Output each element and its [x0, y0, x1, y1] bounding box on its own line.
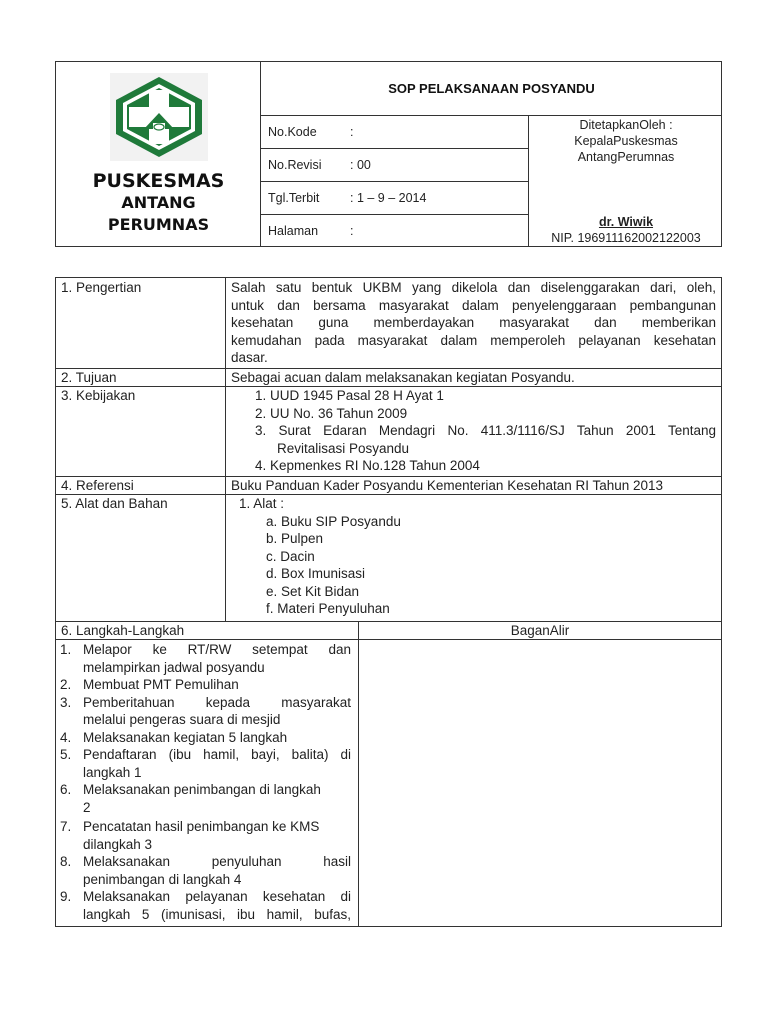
- step-5-line-2: langkah 1: [83, 764, 142, 780]
- kebijakan-item-4: 4. Kepmenkes RI No.128 Tahun 2004: [255, 458, 480, 473]
- step-9-line-2: langkah 5 (imunisasi, ibu hamil, bufas,: [83, 906, 351, 922]
- tujuan-label: 2. Tujuan: [61, 370, 117, 385]
- step-7-number: 7.: [60, 819, 72, 834]
- pengertian-line-1: Salah satu bentuk UKBM yang dikelola dan diselenggarakan dari, oleh,: [231, 280, 716, 295]
- langkah-label: 6. Langkah-Langkah: [61, 623, 185, 638]
- kebijakan-item-2: 2. UU No. 36 Tahun 2009: [255, 405, 408, 421]
- alat-bahan-label: 5. Alat dan Bahan: [61, 496, 168, 511]
- pengertian-line-3: kesehatan guna memberdayakan masyarakat dan memberikan: [231, 315, 716, 330]
- step-3-line-2: melalui pengeras suara di mesjid: [83, 712, 281, 727]
- pengertian-line-4: kemudahan pada masyarakat dalam memperoleh pelayanan kesehatan: [231, 332, 716, 348]
- alat-item-c: c. Dacin: [266, 548, 315, 564]
- step-5-number: 5.: [60, 747, 72, 762]
- step-3-number: 3.: [60, 694, 72, 710]
- field-label-kode: No.Kode: [268, 125, 317, 139]
- signer-name: dr. Wiwik: [598, 215, 654, 229]
- field-value-terbit: : 1 – 9 – 2014: [350, 191, 427, 205]
- step-4-number: 4.: [60, 729, 72, 745]
- step-3-line-1: Pemberitahuan kepada masyarakat: [83, 694, 351, 710]
- sop-title: SOP PELAKSANAAN POSYANDU: [388, 81, 595, 96]
- step-7-line-1: Pencatatan hasil penimbangan ke KMS: [83, 819, 320, 834]
- alat-item-b: b. Pulpen: [266, 531, 324, 546]
- step-4-line-1: Melaksanakan kegiatan 5 langkah: [83, 729, 288, 745]
- kebijakan-item-3-cont: Revitalisasi Posyandu: [277, 440, 410, 456]
- step-1-line-1: Melapor ke RT/RW setempat dan: [83, 642, 351, 657]
- kebijakan-item-1: 1. UUD 1945 Pasal 28 H Ayat 1: [255, 388, 444, 403]
- field-label-halaman: Halaman: [268, 224, 319, 238]
- pengertian-line-5: dasar.: [231, 350, 268, 365]
- step-1-line-2: melampirkan jadwal posyandu: [83, 659, 265, 675]
- step-5-line-1: Pendaftaran (ibu hamil, bayi, balita) di: [83, 747, 351, 762]
- alat-item-e: e. Set Kit Bidan: [266, 583, 360, 599]
- approval-line-2: KepalaPuskesmas: [574, 134, 678, 148]
- field-label-revisi: No.Revisi: [268, 158, 322, 172]
- step-6-line-1: Melaksanakan penimbangan di langkah: [83, 782, 321, 797]
- org-name-line-2: ANTANG: [121, 193, 196, 212]
- pengertian-line-2: untuk dan bersama masyarakat dalam penyelenggaraan pembangunan: [231, 297, 716, 313]
- org-name-line-1: PUSKESMAS: [92, 170, 225, 192]
- pengertian-label: 1. Pengertian: [61, 280, 142, 295]
- step-2-number: 2.: [60, 677, 72, 692]
- tujuan-text: Sebagai acuan dalam melaksanakan kegiatan Posyandu.: [231, 370, 575, 385]
- step-6-number: 6.: [60, 782, 72, 797]
- signer-nip: NIP. 196911162002122003: [551, 231, 701, 245]
- step-7-line-2: dilangkah 3: [83, 836, 153, 852]
- step-9-line-1: Melaksanakan pelayanan kesehatan di: [83, 889, 351, 904]
- bagan-alir-heading: BaganAlir: [510, 623, 570, 638]
- step-2-line-1: Membuat PMT Pemulihan: [83, 677, 239, 692]
- puskesmas-logo-icon: [110, 73, 208, 161]
- alat-item-a: a. Buku SIP Posyandu: [266, 513, 401, 529]
- step-8-line-2: penimbangan di langkah 4: [83, 871, 242, 887]
- step-1-number: 1.: [60, 642, 72, 657]
- step-8-line-1: Melaksanakan penyuluhan hasil: [83, 854, 351, 869]
- referensi-text: Buku Panduan Kader Posyandu Kementerian Kesehatan RI Tahun 2013: [231, 478, 664, 493]
- org-name-line-3: PERUMNAS: [107, 215, 210, 234]
- kebijakan-label: 3. Kebijakan: [61, 388, 136, 403]
- field-label-terbit: Tgl.Terbit: [268, 191, 320, 205]
- approval-line-3: AntangPerumnas: [577, 150, 675, 164]
- sop-content-table: [55, 277, 722, 927]
- step-8-number: 8.: [60, 854, 72, 869]
- referensi-label: 4. Referensi: [61, 478, 134, 493]
- field-value-kode: :: [350, 125, 354, 139]
- sop-header: [55, 61, 722, 247]
- field-value-halaman: :: [350, 224, 354, 238]
- alat-heading: 1. Alat :: [239, 496, 285, 511]
- alat-item-f: f. Materi Penyuluhan: [266, 601, 390, 616]
- kebijakan-item-3: 3. Surat Edaran Mendagri No. 411.3/1116/SJ Tahun 2001 Tentang: [255, 423, 716, 438]
- approval-line-1: DitetapkanOleh :: [579, 118, 673, 132]
- step-6-line-2: 2: [83, 799, 91, 815]
- alat-item-d: d. Box Imunisasi: [266, 566, 366, 581]
- step-9-number: 9.: [60, 889, 72, 904]
- field-value-revisi: : 00: [350, 158, 371, 172]
